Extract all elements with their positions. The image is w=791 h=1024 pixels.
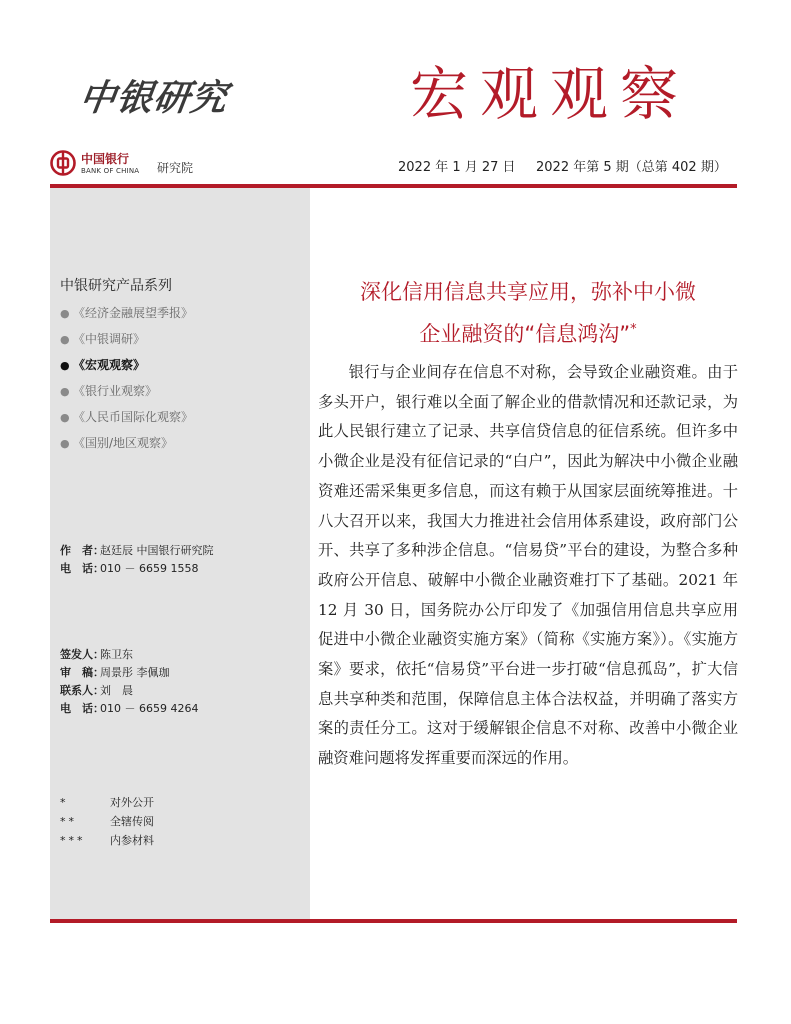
distribution-legend — [60, 793, 154, 850]
brand-script-logo: 中银研究 — [76, 77, 231, 119]
series-item: ● 《银行业观察》 — [60, 380, 193, 406]
legend-stars: * — [60, 796, 69, 809]
bank-logo — [50, 150, 250, 180]
bullet-icon: ● — [60, 333, 70, 346]
legend-text: 对外公开 — [110, 796, 154, 809]
publication-date: 2022 年 1 月 27 日 — [398, 160, 516, 175]
bank-name-en: BANK OF CHINA — [81, 167, 140, 175]
author-block — [60, 542, 214, 578]
legend-stars: *** — [60, 834, 86, 847]
series-item: ● 《经济金融展望季报》 — [60, 302, 193, 328]
phone-label: 电 话： — [60, 562, 104, 575]
legend-text: 全辖传阅 — [110, 815, 154, 828]
bank-name-cn: 中国银行 — [81, 152, 130, 166]
series-item: ● 《国别/地区观察》 — [60, 432, 193, 458]
series-item: ● 《人民币国际化观察》 — [60, 406, 193, 432]
bullet-icon: ● — [60, 385, 70, 398]
institute-label: 研究院 — [157, 161, 194, 175]
article-title — [318, 274, 738, 353]
reviewer-label: 审 稿： — [60, 666, 104, 679]
signoff-block — [60, 646, 198, 718]
issue-number: 2022 年第 5 期（总第 402 期） — [536, 160, 727, 175]
series-item-current: ● 《宏观观察》 — [60, 354, 193, 380]
bank-of-china-logo-icon — [50, 150, 76, 176]
article-title-line-2: 企业融资的“信息鸿沟”* — [419, 322, 637, 346]
footnote-marker: * — [630, 322, 637, 337]
series-item: ● 《中银调研》 — [60, 328, 193, 354]
series-list — [60, 302, 193, 458]
legend-text: 内参材料 — [110, 834, 154, 847]
contact-label: 联系人： — [60, 684, 104, 697]
author-value: 赵廷辰 中国银行研究院 — [100, 544, 214, 557]
signer-value: 陈卫东 — [100, 648, 133, 661]
bullet-icon: ● — [60, 359, 70, 372]
report-title: 宏观观察 — [410, 60, 691, 128]
bullet-icon: ● — [60, 437, 70, 450]
footer-divider — [50, 919, 737, 923]
bullet-icon: ● — [60, 307, 70, 320]
bullet-icon: ● — [60, 411, 70, 424]
article-body: 银行与企业间存在信息不对称，会导致企业融资难。由于多头开户，银行难以全面了解企业的借款情况和还款记录，为此人民银行建立了记录、共享信贷信息的征信系统。但许多中小微企业是没有征信记录的“白户”，因此为解决中小微企业融资难还需采集更多信息，而这有赖于从国家层面统筹推进。十八大召开以来，我国大力推进社会信用体系建设，政府部门公开、共享了多种涉企信息。“信易贷”平台的建设，为整合多种政府公开信息、破解中小微企业融资难打下了基础。2021 年 12 月 30 日，国务院办公厅印发了《加强信用信息共享应用促进中小微企业融资实施方案》（简称《实施方案》）。《实施方案》要求，依托“信易贷”平台进一步打破“信息孤岛”，扩大信息共享种类和范围，保障信息主体合法权益，并明确了落实方案的责任分工。这对于缓解银企信息不对称、改善中小微企业融资难问题将发挥重要而深远的作用。 — [318, 363, 738, 768]
article-title-line-1: 深化信用信息共享应用，弥补中小微 — [360, 280, 696, 304]
contact-value: 刘 晨 — [100, 684, 133, 697]
signer-label: 签发人： — [60, 648, 104, 661]
series-heading: 中银研究产品系列 — [60, 278, 172, 294]
author-label: 作 者： — [60, 544, 104, 557]
contact-phone-label: 电 话： — [60, 702, 104, 715]
legend-stars: ** — [60, 815, 77, 828]
contact-phone-value: 010 － 6659 4264 — [100, 702, 199, 715]
phone-value: 010 － 6659 1558 — [100, 562, 199, 575]
reviewer-value: 周景彤 李佩珈 — [100, 666, 170, 679]
